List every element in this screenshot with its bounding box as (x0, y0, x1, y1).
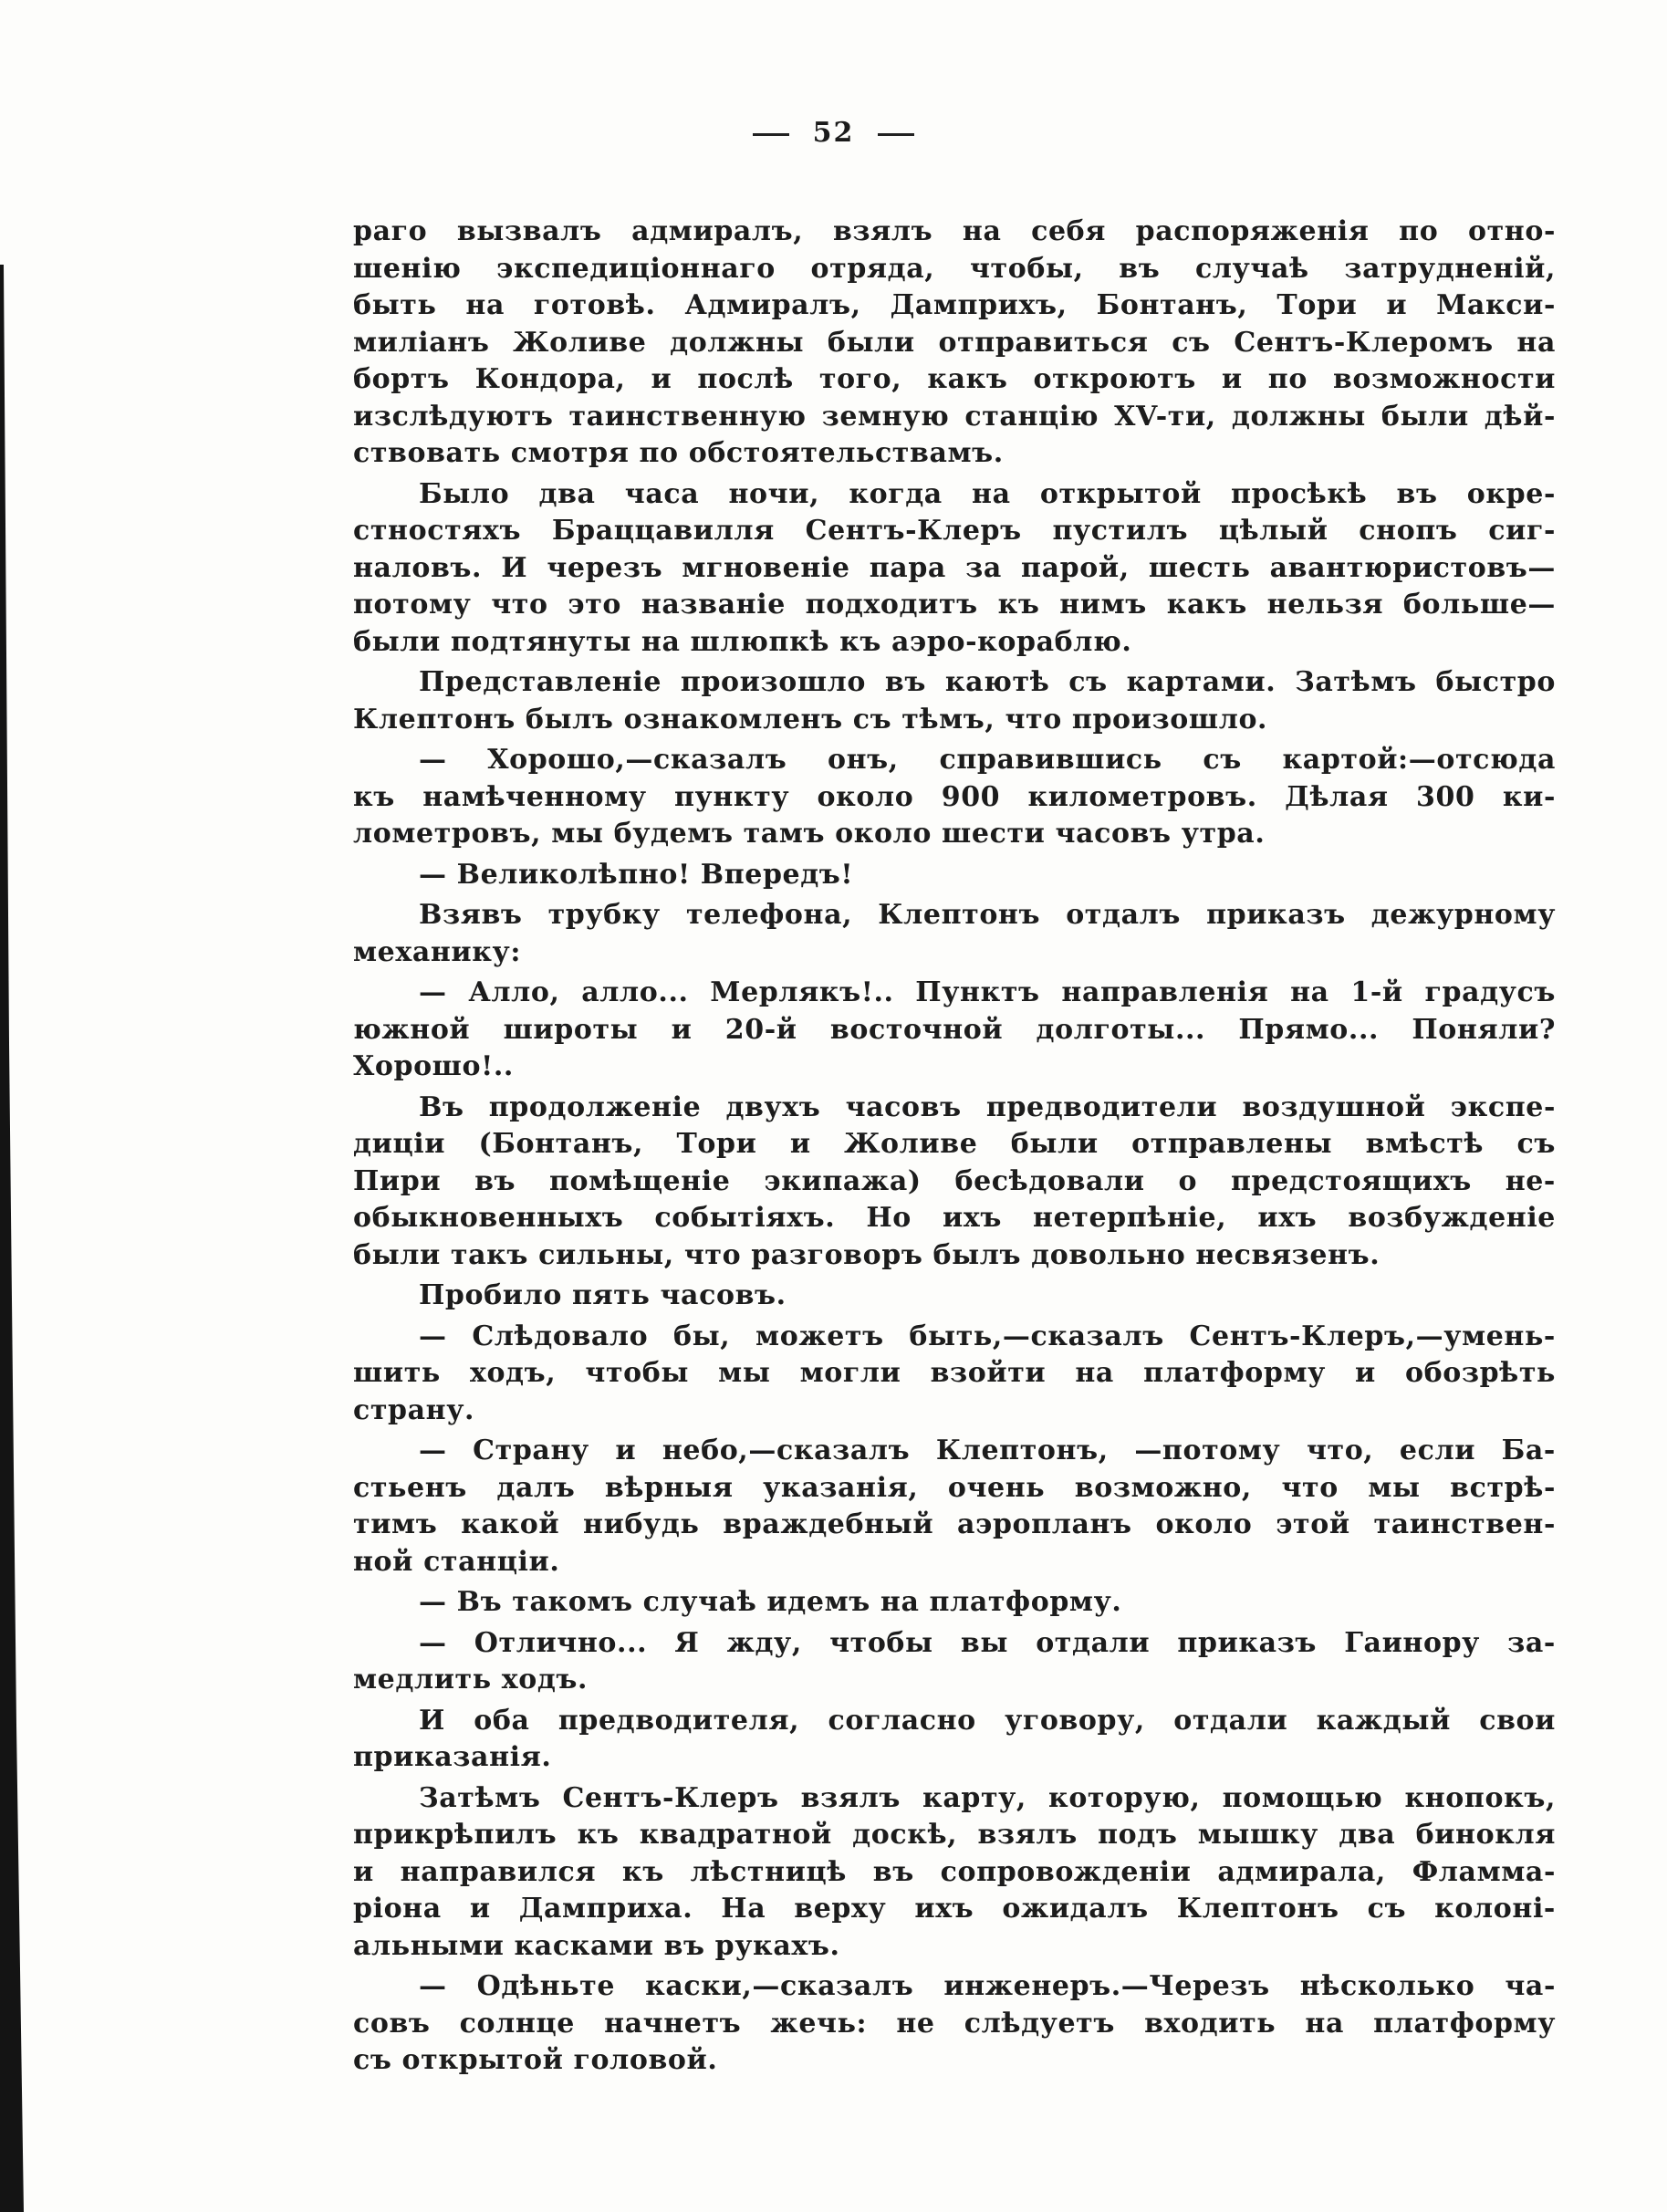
text-line: быть на готовѣ. Адмиралъ, Дамприхъ, Бонтанъ, Тори и Макси- (353, 289, 1556, 321)
text-line: Взявъ трубку телефона, Клептонъ отдалъ приказъ дежурному (419, 899, 1556, 931)
page-number (0, 117, 1667, 149)
text-line: обыкновенныхъ событіяхъ. Но ихъ нетерпѣніе, ихъ возбужденіе (353, 1202, 1556, 1234)
text-line: лометровъ, мы будемъ тамъ около шести часовъ утра. (353, 818, 1266, 850)
text-line: раго вызвалъ адмиралъ, взялъ на себя распоряженія по отно- (353, 215, 1556, 247)
text-line: наловъ. И черезъ мгновеніе пара за парой, шесть авантюристовъ— (353, 551, 1556, 584)
text-line: — Одѣньте каски,—сказалъ инженеръ.—Черезъ нѣсколько ча- (419, 1970, 1556, 2002)
paragraph (353, 1780, 1556, 1966)
text-line: прикрѣпилъ къ квадратной доскѣ, взялъ подъ мышку два бинокля (353, 1819, 1556, 1851)
paragraph (353, 214, 1556, 473)
text-line: Пробило пять часовъ. (419, 1279, 787, 1311)
text-line: — Алло, алло... Мерлякъ!.. Пунктъ направленія на 1-й градусъ (419, 976, 1556, 1008)
text-line: потому что это названіе подходитъ къ нимъ какъ нельзя больше— (353, 589, 1556, 621)
text-line: альными касками въ рукахъ. (353, 1929, 840, 1962)
text-line: Хорошо!.. (353, 1050, 514, 1082)
text-line: ной станціи. (353, 1545, 560, 1578)
text-line: Было два часа ночи, когда на открытой просѣкѣ въ окре- (419, 477, 1556, 510)
text-line: — Страну и небо,—сказалъ Клептонъ, —потому что, если Ба- (419, 1435, 1556, 1466)
text-line: — Хорошо,—сказалъ онъ, справившись съ картой:—отсюда (419, 744, 1556, 776)
text-line: ствовать смотря по обстоятельствамъ. (353, 437, 1004, 469)
paragraph (353, 1433, 1556, 1581)
paragraph (353, 1319, 1556, 1430)
text-line: къ намѣченному пункту около 900 километровъ. Дѣлая 300 ки- (353, 780, 1556, 813)
paragraph (353, 1625, 1556, 1699)
text-line: были такъ сильны, что разговоръ былъ довольно несвязенъ. (353, 1238, 1380, 1271)
paragraph (353, 664, 1556, 738)
text-line: Представленіе произошло въ каютѣ съ картами. Затѣмъ быстро (419, 666, 1556, 698)
text-line: совъ солнце начнетъ жечь: не слѣдуетъ входить на платформу (353, 2007, 1556, 2040)
paragraph (353, 857, 1556, 894)
text-line: тимъ какой нибудь враждебный аэропланъ около этой таинствен- (353, 1508, 1556, 1540)
text-line: Клептонъ былъ ознакомленъ съ тѣмъ, что произошло. (353, 703, 1268, 736)
text-line: медлить ходъ. (353, 1664, 589, 1696)
paragraph (353, 742, 1556, 853)
body-text (353, 214, 1556, 2083)
paragraph (353, 1278, 1556, 1315)
text-line: механику: (353, 935, 522, 968)
text-line: Въ продолженіе двухъ часовъ предводители воздушной экспе- (419, 1090, 1556, 1123)
paragraph (353, 897, 1556, 971)
text-line: стьенъ далъ вѣрныя указанія, очень возможно, что мы встрѣ- (353, 1471, 1556, 1504)
text-line: И оба предводителя, согласно уговору, отдали каждый свои (419, 1704, 1556, 1737)
paragraph (353, 1584, 1556, 1622)
paragraph (353, 1090, 1556, 1275)
text-line: диціи (Бонтанъ, Тори и Жоливе были отправлены вмѣстѣ съ (353, 1128, 1556, 1160)
text-line: шенію экспедиціоннаго отряда, чтобы, въ случаѣ затрудненій, (353, 252, 1556, 285)
text-line: бортъ Кондора, и послѣ того, какъ откроютъ и по возможности (353, 363, 1556, 395)
paragraph (353, 975, 1556, 1086)
text-line: южной широты и 20-й восточной долготы... Прямо... Поняли? (353, 1013, 1556, 1046)
paragraph (353, 476, 1556, 662)
text-line: изслѣдуютъ таинственную земную станцію XV-ти, должны были дѣй- (353, 400, 1556, 433)
text-line: съ открытой головой. (353, 2044, 718, 2076)
paragraph (353, 1703, 1556, 1777)
page-number-dash-left (753, 133, 789, 136)
paragraph (353, 1968, 1556, 2080)
text-line: — Въ такомъ случаѣ идемъ на платформу. (419, 1586, 1122, 1618)
text-line: — Великолѣпно! Впередъ! (419, 858, 854, 891)
text-line: — Отлично... Я жду, чтобы вы отдали приказъ Гаинору за- (419, 1626, 1556, 1659)
text-line: стностяхъ Браццавилля Сентъ-Клеръ пустилъ цѣлый снопъ сиг- (353, 515, 1556, 547)
text-line: были подтянуты на шлюпкѣ къ аэро-кораблю. (353, 625, 1132, 658)
scan-edge-shadow (0, 265, 24, 2212)
text-line: и направился къ лѣстницѣ въ сопровожденіи адмирала, Фламма- (353, 1855, 1556, 1888)
text-line: — Слѣдовало бы, можетъ быть,—сказалъ Сентъ-Клеръ,—умень- (419, 1320, 1556, 1352)
page-number-value: 52 (812, 117, 855, 149)
page-number-dash-right (878, 133, 914, 136)
text-line: страну. (353, 1393, 475, 1426)
text-line: ріона и Дамприха. На верху ихъ ожидалъ Клептонъ съ колоні- (353, 1893, 1556, 1925)
text-line: шить ходъ, чтобы мы могли взойти на платформу и обозрѣть (353, 1357, 1556, 1389)
text-line: миліанъ Жоливе должны были отправиться съ Сентъ-Клеромъ на (353, 326, 1556, 359)
text-line: приказанія. (353, 1741, 552, 1773)
text-line: Пири въ помѣщеніе экипажа) бесѣдовали о предстоящихъ не- (353, 1164, 1556, 1197)
text-line: Затѣмъ Сентъ-Клеръ взялъ карту, которую, помощью кнопокъ, (419, 1781, 1556, 1814)
